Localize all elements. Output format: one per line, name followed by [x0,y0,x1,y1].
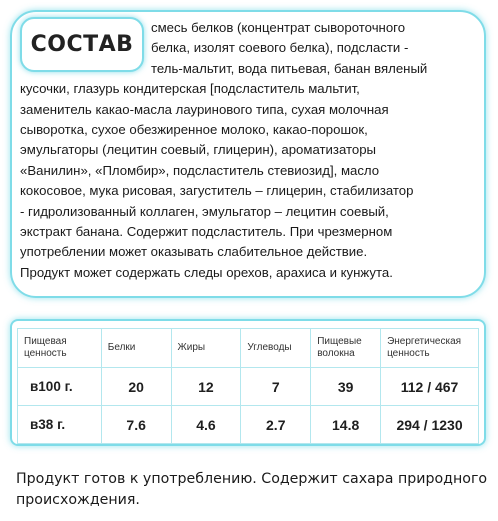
cell-fats: 4.6 [171,406,241,444]
header-fats: Жиры [171,329,241,368]
header-carbohydrates: Углеводы [241,329,311,368]
header-dietary-fiber: Пищевые волокна [311,329,381,368]
cell-dietary-fiber: 14.8 [311,406,381,444]
table-row [18,406,479,444]
header-proteins: Белки [101,329,171,368]
composition-line: заменитель какао-масла лауринового типа, сухая молочная [20,101,389,117]
composition-line: экстракт банана. Содержит подсластитель. При чрезмерном [20,224,393,240]
cell-fats: 12 [171,368,241,406]
table-row [18,368,479,406]
header-energy-value: Энергетическая ценность [381,329,479,368]
composition-line: тель-мальтит, вода питьевая, банан вяленый [151,60,428,76]
header-nutritional-value: Пищевая ценность [18,329,102,368]
cell-energy-value: 294 / 1230 [381,406,479,444]
composition-line: употреблении может оказывать слабительное действие. [20,244,368,260]
cell-proteins: 20 [101,368,171,406]
cell-carbohydrates: 2.7 [241,406,311,444]
composition-title: СОСТАВ [30,32,134,57]
cell-dietary-fiber: 39 [311,368,381,406]
composition-line: белка, изолят соевого белка), подсласти - [151,40,409,56]
footer-note: Продукт готов к употреблению. Содержит сахара природного происхождения. [16,471,488,508]
composition-line: кусочки, глазурь кондитерская [подсластитель мальтит, [20,81,360,97]
composition-line: эмульгаторы (лецитин соевый, глицерин), ароматизаторы [20,142,377,158]
composition-line: сыворотка, сухое обезжиренное молоко, какао-порошок, [20,122,368,138]
row-label: в38 г. [18,406,102,444]
composition-line: Продукт может содержать следы орехов, арахиса и кунжута. [20,264,393,280]
composition-line: - гидролизованный коллаген, эмульгатор – лецитин соевый, [20,203,389,219]
composition-title-badge [20,17,144,72]
composition-line: «Ванилин», «Пломбир», подсластитель стевиозид], масло [20,162,380,178]
nutrition-table [17,328,479,444]
cell-proteins: 7.6 [101,406,171,444]
table-header-row [18,329,479,368]
row-label: в100 г. [18,368,102,406]
cell-energy-value: 112 / 467 [381,368,479,406]
cell-carbohydrates: 7 [241,368,311,406]
composition-line: смесь белков (концентрат сывороточного [151,20,406,35]
composition-line: кокосовое, мука рисовая, загуститель – глицерин, стабилизатор [20,183,414,199]
